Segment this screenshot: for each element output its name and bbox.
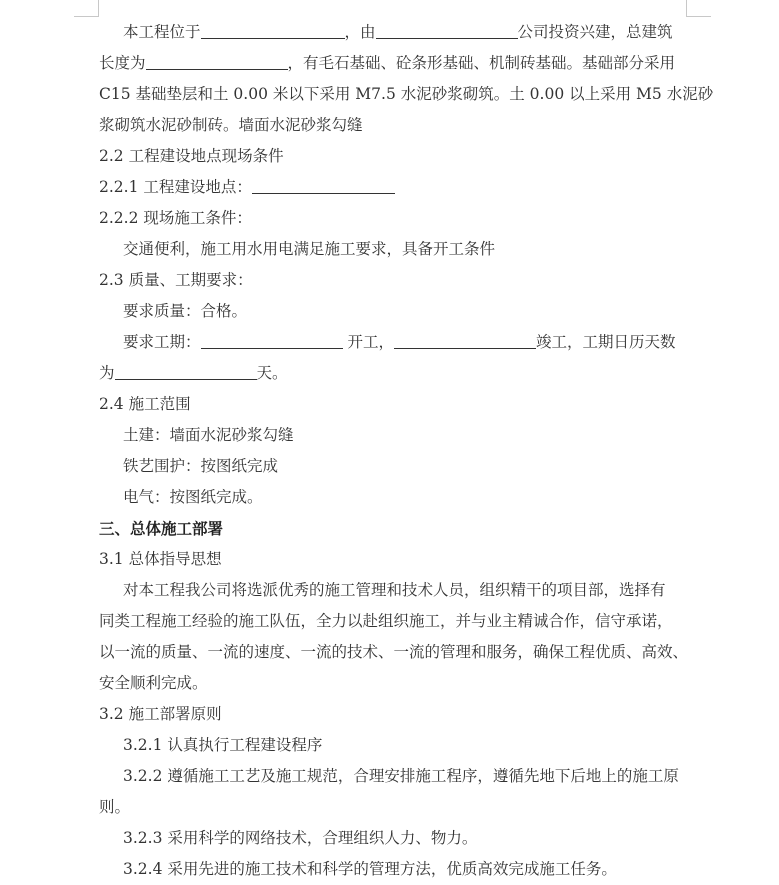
text-segment: ，有毛石基础、砼条形基础、机制砖基础。基础部分采用 bbox=[287, 54, 676, 72]
text-segment: 竣工，工期日历天数 bbox=[535, 333, 676, 351]
scope-electrical: 电气：按图纸完成。 bbox=[123, 488, 263, 506]
fill-blank-end-date[interactable] bbox=[394, 328, 536, 349]
heading-2-3: 2.3 质量、工期要求： bbox=[99, 271, 253, 289]
principle-3-2-4-text: 3.2.4 采用先进的施工技术和科学的管理方法，优质高效完成施工任务。 bbox=[123, 860, 617, 878]
heading-2-2: 2.2 工程建设地点现场条件 bbox=[99, 147, 284, 165]
text-segment: 开工， bbox=[342, 333, 394, 351]
paragraph-guide-4: 安全顺利完成。 bbox=[99, 674, 208, 692]
fill-blank-site[interactable] bbox=[252, 173, 395, 194]
fill-blank-location[interactable] bbox=[201, 18, 345, 39]
heading-3-2: 3.2 施工部署原则 bbox=[99, 705, 222, 723]
text-segment: 为 bbox=[99, 364, 115, 382]
scope-fence: 铁艺围护：按图纸完成 bbox=[123, 457, 279, 475]
heading-section-3: 三、总体施工部署 bbox=[99, 519, 224, 538]
paragraph-foundation: C15 基础垫层和土 0.00 米以下采用 M7.5 水泥砂浆砌筑。土 0.00 以上采用 M5 水泥砂 bbox=[99, 85, 714, 103]
document-body bbox=[99, 17, 714, 878]
fill-blank-start-date[interactable] bbox=[201, 328, 343, 349]
text-segment: ，由 bbox=[344, 23, 376, 41]
page-corner-mark-left bbox=[74, 0, 99, 17]
fill-blank-days[interactable] bbox=[115, 359, 257, 380]
scope-civil: 土建：墙面水泥砂浆勾缝 bbox=[123, 426, 294, 444]
principle-3-2-1: 3.2.1 认真执行工程建设程序 bbox=[123, 736, 323, 754]
text-segment: 要求工期： bbox=[123, 333, 201, 351]
heading-2-2-1 bbox=[99, 172, 689, 203]
text-segment: 2.2.1 工程建设地点： bbox=[99, 178, 252, 196]
paragraph-quality: 要求质量：合格。 bbox=[123, 302, 248, 320]
paragraph-site-conditions: 交通便利，施工用水用电满足施工要求，具备开工条件 bbox=[123, 240, 496, 258]
fill-blank-length[interactable] bbox=[146, 49, 288, 70]
text-segment: 天。 bbox=[256, 364, 288, 382]
heading-2-2-2: 2.2.2 现场施工条件： bbox=[99, 209, 252, 227]
fill-blank-company[interactable] bbox=[376, 18, 518, 39]
principle-3-2-3: 3.2.3 采用科学的网络技术，合理组织人力、物力。 bbox=[123, 829, 478, 847]
paragraph-length bbox=[99, 48, 689, 79]
paragraph-period bbox=[99, 327, 689, 358]
paragraph-period-days bbox=[99, 358, 689, 389]
heading-2-4: 2.4 施工范围 bbox=[99, 395, 191, 413]
text-segment: 公司投资兴建，总建筑 bbox=[517, 23, 673, 41]
paragraph-guide-1: 对本工程我公司将选派优秀的施工管理和技术人员，组织精干的项目部，选择有 bbox=[123, 581, 666, 599]
text-segment: 长度为 bbox=[99, 54, 146, 72]
heading-3-1: 3.1 总体指导思想 bbox=[99, 550, 222, 568]
text-segment: 本工程位于 bbox=[123, 23, 201, 41]
paragraph-guide-2: 同类工程施工经验的施工队伍，全力以赴组织施工，并与业主精诚合作，信守承诺， bbox=[99, 612, 673, 630]
paragraph-guide-3: 以一流的质量、一流的速度、一流的技术、一流的管理和服务，确保工程优质、高效、 bbox=[99, 643, 689, 661]
principle-3-2-2-cont: 则。 bbox=[99, 798, 131, 816]
paragraph-project-location bbox=[99, 17, 689, 48]
paragraph-masonry: 浆砌筑水泥砂制砖。墙面水泥砂浆勾缝 bbox=[99, 116, 363, 134]
principle-3-2-2: 3.2.2 遵循施工工艺及施工规范，合理安排施工程序，遵循先地下后地上的施工原 bbox=[123, 767, 679, 785]
principle-3-2-4 bbox=[99, 854, 689, 878]
page-corner-mark-right bbox=[686, 0, 711, 17]
